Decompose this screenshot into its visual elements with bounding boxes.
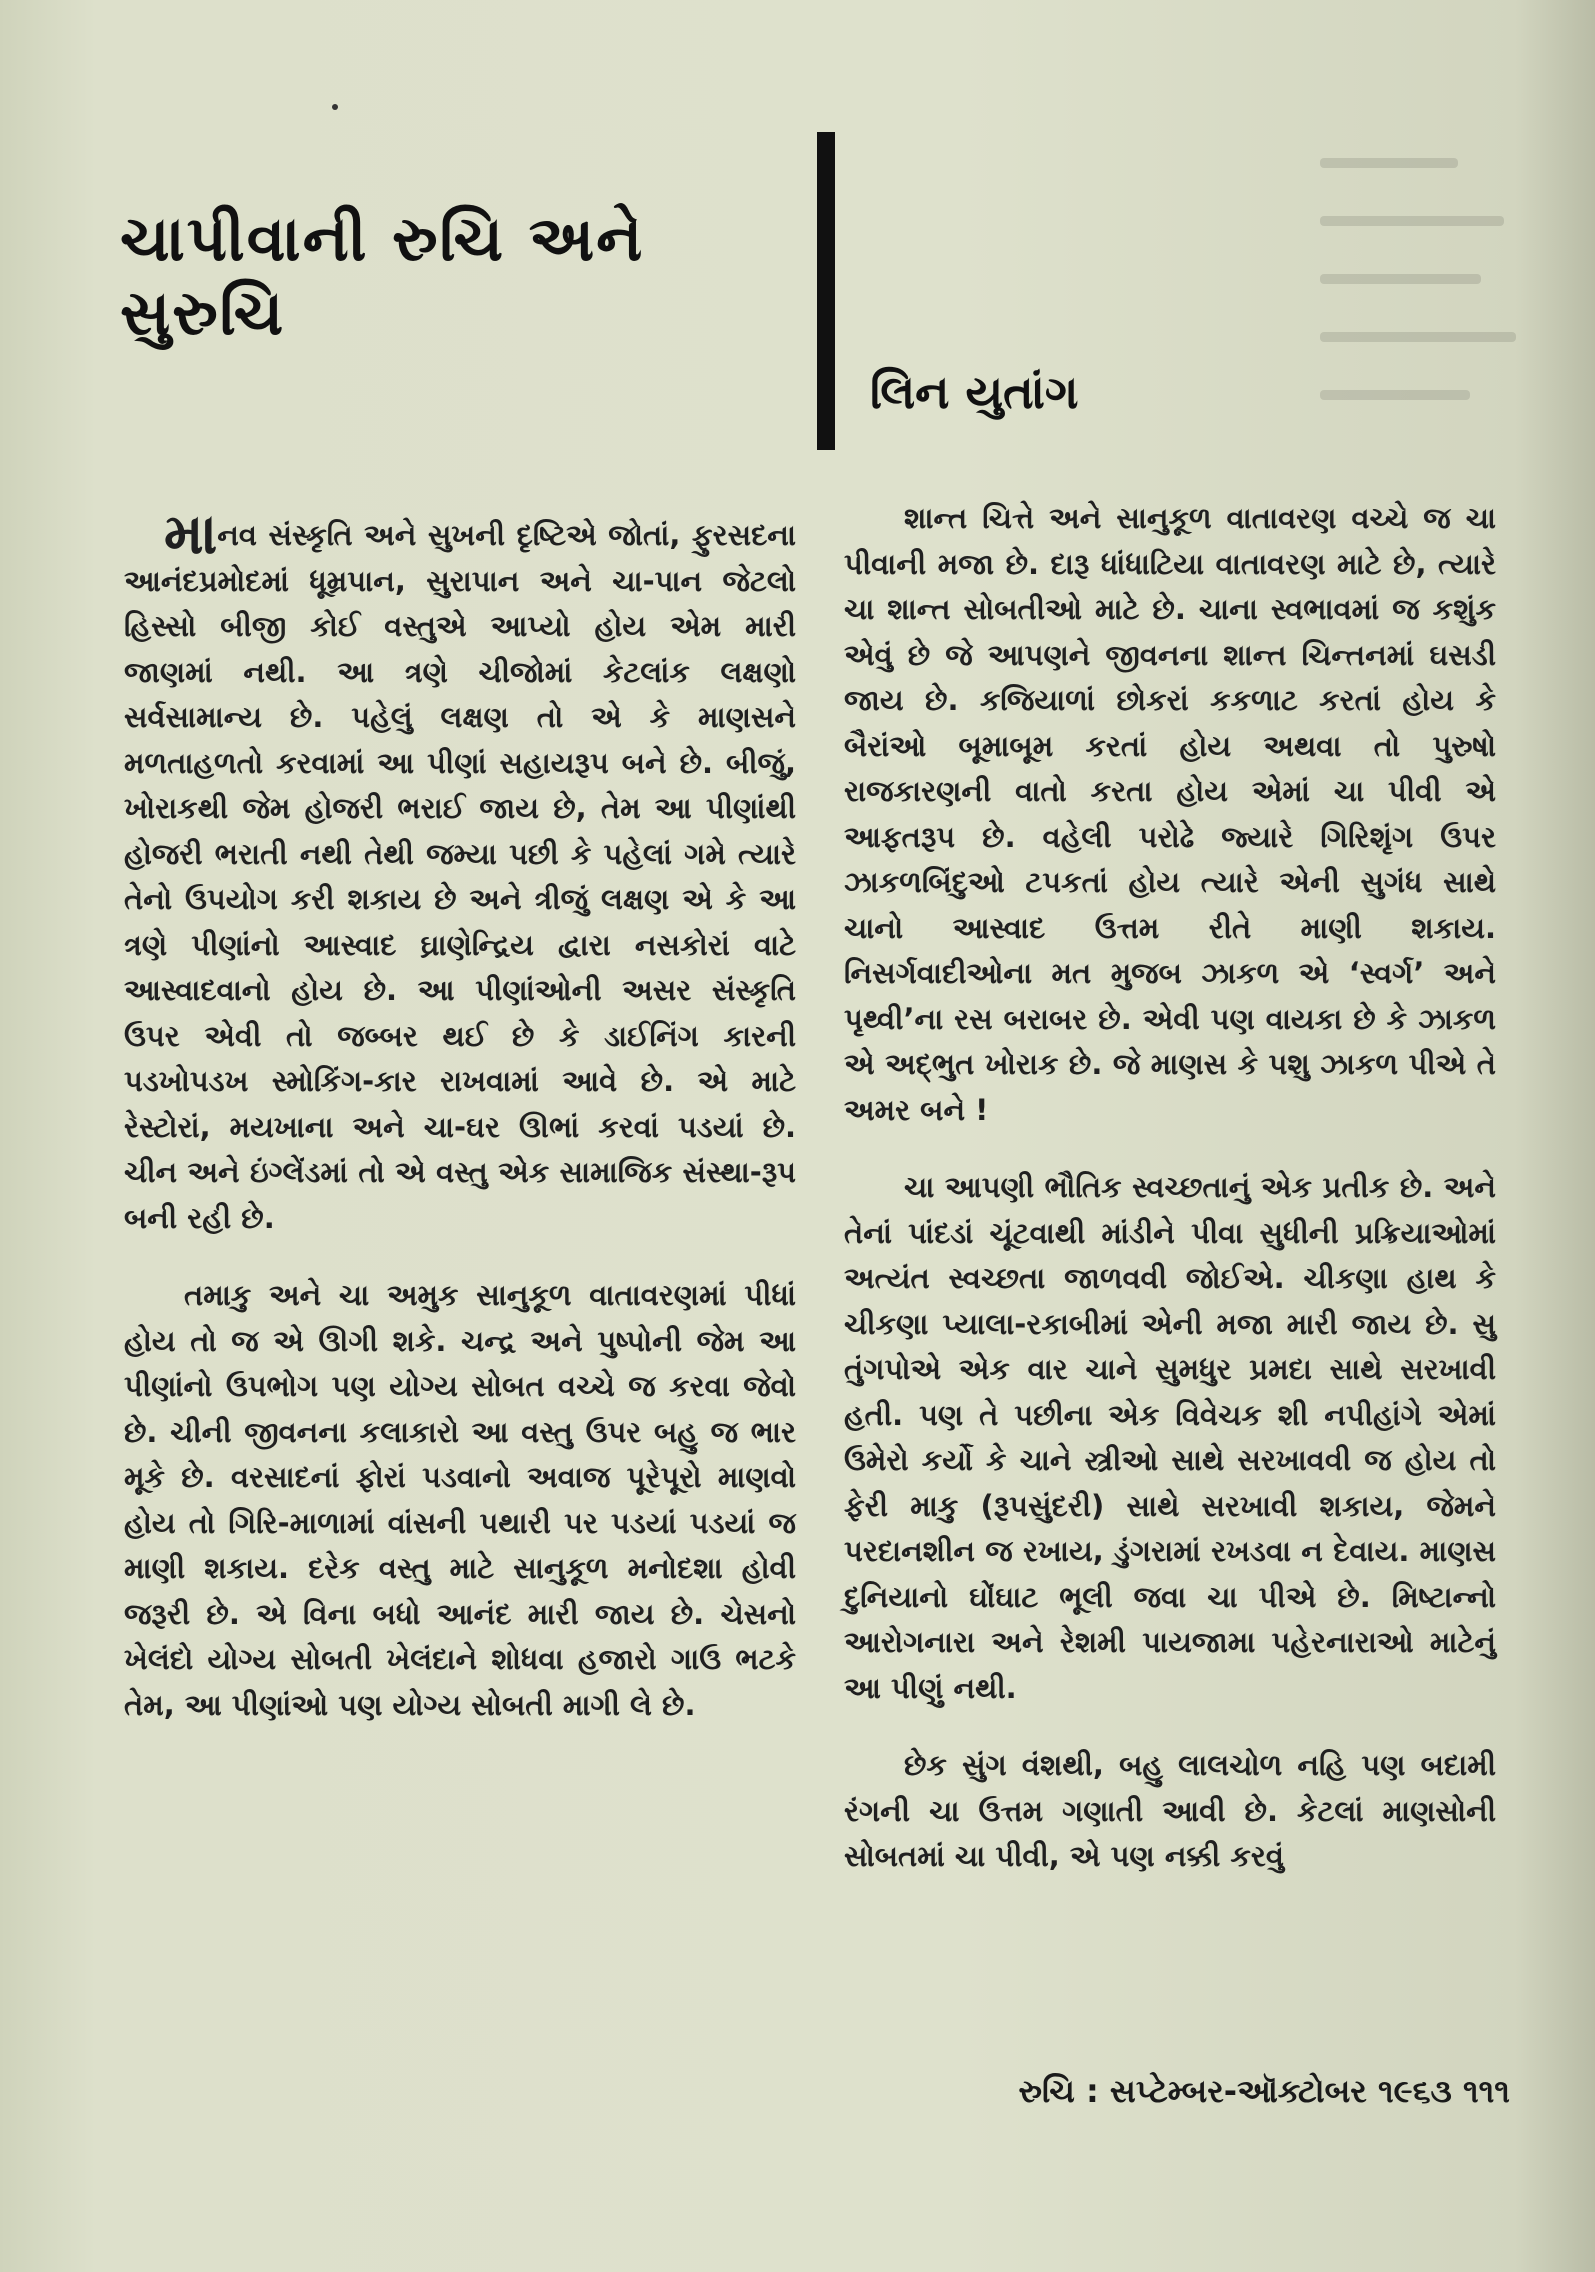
right-column — [844, 496, 1496, 1880]
drop-cap: મા — [164, 502, 218, 567]
paragraph: શાન્ત ચિત્તે અને સાનુકૂળ વાતાવરણ વચ્ચે જ ચા પીવાની મજા છે. દારૂ ધાંધાટિયા વાતાવરણ માટે છે, ત્યારે ચા શાન્ત સોબતીઓ માટે છે. ચાના સ્વભાવમાં જ કશુંક એવું છે જે આપણને જીવનના શાન્ત ચિન્તનમાં ઘસડી જાય છે. કજિયાળાં છોકરાં કકળાટ કરતાં હોય કે બૈરાંઓ બૂમાબૂમ કરતાં હોય અથવા તો પુરુષો રાજકારણની વાતો કરતા હોય એમાં ચા પીવી એ આફતરૂપ છે. વહેલી પરોઢે જ્યારે ગિરિશૃંગ ઉપર ઝાકળબિંદુઓ ટપકતાં હોય ત્યારે એની સુગંધ સાથે ચાનો આસ્વાદ ઉત્તમ રીતે માણી શકાય. નિસર્ગવાદીઓના મત મુજબ ઝાકળ એ ‘સ્વર્ગ’ અને પૃથ્વી’ના રસ બરાબર છે. એવી પણ વાયકા છે કે ઝાકળ એ અદ્ભુત ખોરાક છે. જે માણસ કે પશુ ઝાકળ પીએ તે અમર બને ! — [844, 501, 1496, 1127]
left-column — [124, 502, 796, 1728]
paragraph: ચા આપણી ભૌતિક સ્વચ્છતાનું એક પ્રતીક છે. અને તેનાં પાંદડાં ચૂંટવાથી માંડીને પીવા સુધીની પ્રક્રિયાઓમાં અત્યંત સ્વચ્છતા જાળવવી જોઈએ. ચીકણા હાથ કે ચીકણા પ્યાલા-રકાબીમાં એની મજા મારી જાય છે. સુ તુંગપોએ એક વાર ચાને સુમધુર પ્રમદા સાથે સરખાવી હતી. પણ તે પછીના એક વિવેચક શી નપીહાંગે એમાં ઉમેરો કર્યો કે ચાને સ્ત્રીઓ સાથે સરખાવવી જ હોય તો ફેરી માકુ (રૂપસુંદરી) સાથે સરખાવી શકાય, જેમને પરદાનશીન જ રખાય, ડુંગરામાં રખડવા ન દેવાય. માણસ દુનિયાનો ઘોંઘાટ ભૂલી જવા ચા પીએ છે. મિષ્ટાન્નો આરોગનારા અને રેશમી પાયજામા પહેરનારાઓ માટેનું આ પીણું નથી. — [844, 1170, 1497, 1705]
paragraph — [124, 502, 796, 1241]
page-footer: રુચિ : સપ્ટેમ્બર-ઑક્ટોબર ૧૯૬૩ ૧૧૧ — [1018, 2072, 1510, 2110]
paragraph: તમાકુ અને ચા અમુક સાનુકૂળ વાતાવરણમાં પીધાં હોય તો જ એ ઊગી શકે. ચન્દ્ર અને પુષ્પોની જેમ આ પીણાંનો ઉપભોગ પણ યોગ્ય સોબત વચ્ચે જ કરવા જેવો છે. ચીની જીવનના કલાકારો આ વસ્તુ ઉપર બહુ જ ભાર મૂકે છે. વરસાદનાં ફોરાં પડવાનો અવાજ પૂરેપૂરો માણવો હોય તો ગિરિ-માળામાં વાંસની પથારી પર પડયાં પડયાં જ માણી શકાય. દરેક વસ્તુ માટે સાનુકૂળ મનોદશા હોવી જરૂરી છે. એ વિના બધો આનંદ મારી જાય છે. ચેસનો ખેલંદો યોગ્ય સોબતી ખેલંદાને શોધવા હજારો ગાઉ ભટકે તેમ, આ પીણાંઓ પણ યોગ્ય સોબતી માગી લે છે. — [124, 1278, 796, 1722]
article-author: લિન યુતાંગ — [870, 365, 1079, 419]
paragraph-text: નવ સંસ્કૃતિ અને સુખની દૃષ્ટિએ જોતાં, ફુરસદના આનંદપ્રમોદમાં ધૂમ્રપાન, સુરાપાન અને ચા-પાન જેટલો હિસ્સો બીજી કોઈ વસ્તુએ આપ્યો હોય એમ મારી જાણમાં નથી. આ ત્રણે ચીજોમાં કેટલાંક લક્ષણો સર્વસામાન્ય છે. પહેલું લક્ષણ તો એ કે માણસને મળતાહળતો કરવામાં આ પીણાં સહાયરૂપ બને છે. બીજું, ખોરાકથી જેમ હોજરી ભરાઈ જાય છે, તેમ આ પીણાંથી હોજરી ભરાતી નથી તેથી જમ્યા પછી કે પહેલાં ગમે ત્યારે તેનો ઉપયોગ કરી શકાય છે અને ત્રીજું લક્ષણ એ કે આ ત્રણે પીણાંનો આસ્વાદ ઘ્રાણેન્દ્રિય દ્વારા નસકોરાં વાટે આસ્વાદવાનો હોય છે. આ પીણાંઓની અસર સંસ્કૃતિ ઉપર એવી તો જબ્બર થઈ છે કે ડાઈનિંગ કારની પડખોપડખ સ્મોકિંગ-કાર રાખવામાં આવે છે. એ માટે રેસ્ટોરાં, મયખાના અને ચા-ઘર ઊભાં કરવાં પડયાં છે. ચીન અને ઇંગ્લેંડમાં તો એ વસ્તુ એક સામાજિક સંસ્થા-રૂપ બની રહી છે. — [124, 518, 796, 1235]
title-rule — [817, 132, 835, 450]
article-title: ચાપીવાની રુચિ અને સુરુચિ — [120, 201, 645, 349]
ink-dot — [332, 104, 338, 110]
paragraph: છેક સુંગ વંશથી, બહુ લાલચોળ નહિ પણ બદામી રંગની ચા ઉત્તમ ગણાતી આવી છે. કેટલાં માણસોની સોબતમાં ચા પીવી, એ પણ નક્કી કરવું — [844, 1748, 1496, 1873]
